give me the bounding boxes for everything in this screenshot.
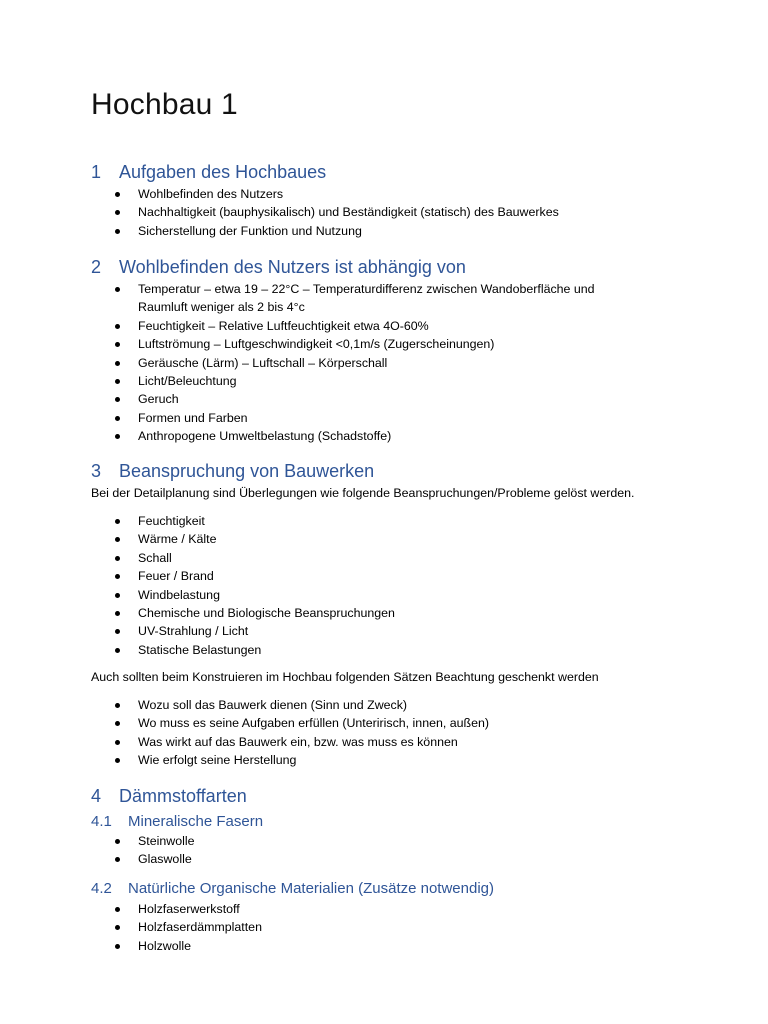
- list-item: Steinwolle: [110, 832, 670, 850]
- bullet-icon: [115, 839, 120, 844]
- section-intro-2: Auch sollten beim Konstruieren im Hochbau folgenden Sätzen Beachtung geschenkt werden: [91, 670, 599, 684]
- bullet-icon: [115, 758, 120, 763]
- bullet-list: [110, 280, 630, 446]
- bullet-icon: [115, 648, 120, 653]
- bullet-icon: [115, 192, 120, 197]
- bullet-icon: [115, 703, 120, 708]
- list-item: Luftströmung – Luftgeschwindigkeit <0,1m/s (Zugerscheinungen): [110, 335, 630, 353]
- bullet-icon: [115, 210, 120, 215]
- section-number: 3: [91, 461, 102, 481]
- section-title: Beanspruchung von Bauwerken: [119, 461, 375, 481]
- bullet-icon: [115, 342, 120, 347]
- list-item: Formen und Farben: [110, 409, 630, 427]
- list-item: Geräusche (Lärm) – Luftschall – Körperschall: [110, 354, 630, 372]
- bullet-icon: [115, 944, 120, 949]
- subsection-heading-4-1: [91, 813, 263, 830]
- subsection-number: 4.1: [91, 813, 112, 830]
- bullet-list: [110, 832, 670, 869]
- list-item: Was wirkt auf das Bauwerk ein, bzw. was muss es können: [110, 733, 670, 751]
- bullet-list: [110, 696, 670, 770]
- list-item: Holzfaserwerkstoff: [110, 900, 670, 918]
- bullet-icon: [115, 611, 120, 616]
- bullet-icon: [115, 857, 120, 862]
- section-heading-3: [91, 461, 374, 482]
- bullet-icon: [115, 574, 120, 579]
- section-number: 1: [91, 162, 102, 182]
- bullet-icon: [115, 907, 120, 912]
- list-item: Feuchtigkeit: [110, 512, 670, 530]
- list-item: Chemische und Biologische Beanspruchungen: [110, 604, 670, 622]
- bullet-icon: [115, 379, 120, 384]
- list-item: Windbelastung: [110, 586, 670, 604]
- bullet-icon: [115, 229, 120, 234]
- list-item: Wie erfolgt seine Herstellung: [110, 751, 670, 769]
- subsection-title: Natürliche Organische Materialien (Zusätze notwendig): [128, 880, 495, 897]
- list-item: Wohlbefinden des Nutzers: [110, 185, 670, 203]
- section-title: Dämmstoffarten: [119, 786, 247, 806]
- list-item: UV-Strahlung / Licht: [110, 622, 670, 640]
- section-heading-2: [91, 257, 466, 278]
- bullet-icon: [115, 740, 120, 745]
- section-title: Aufgaben des Hochbaues: [119, 162, 327, 182]
- bullet-icon: [115, 324, 120, 329]
- section-heading-4: [91, 786, 247, 807]
- list-item: Licht/Beleuchtung: [110, 372, 630, 390]
- bullet-icon: [115, 287, 120, 292]
- subsection-heading-4-2: [91, 880, 494, 897]
- section-heading-1: [91, 162, 326, 183]
- list-item: Anthropogene Umweltbelastung (Schadstoffe): [110, 427, 630, 445]
- bullet-list: [110, 512, 670, 659]
- list-item: Temperatur – etwa 19 – 22°C – Temperaturdifferenz zwischen Wandoberfläche und Raumluft weniger als 2 bis 4°c: [110, 280, 630, 317]
- bullet-icon: [115, 416, 120, 421]
- bullet-icon: [115, 721, 120, 726]
- list-item: Schall: [110, 549, 670, 567]
- bullet-icon: [115, 556, 120, 561]
- list-item: Feuer / Brand: [110, 567, 670, 585]
- list-item: Sicherstellung der Funktion und Nutzung: [110, 222, 670, 240]
- list-item: Wo muss es seine Aufgaben erfüllen (Unteririsch, innen, außen): [110, 714, 670, 732]
- list-item: Wozu soll das Bauwerk dienen (Sinn und Zweck): [110, 696, 670, 714]
- bullet-list: [110, 185, 670, 240]
- section-number: 4: [91, 786, 102, 806]
- list-item: Geruch: [110, 390, 630, 408]
- list-item: Feuchtigkeit – Relative Luftfeuchtigkeit etwa 4O-60%: [110, 317, 630, 335]
- subsection-number: 4.2: [91, 880, 112, 897]
- bullet-icon: [115, 593, 120, 598]
- section-title: Wohlbefinden des Nutzers ist abhängig von: [119, 257, 466, 277]
- list-item: Holzwolle: [110, 937, 670, 955]
- bullet-icon: [115, 629, 120, 634]
- bullet-icon: [115, 519, 120, 524]
- bullet-icon: [115, 361, 120, 366]
- bullet-icon: [115, 537, 120, 542]
- bullet-icon: [115, 397, 120, 402]
- list-item: Holzfaserdämmplatten: [110, 918, 670, 936]
- subsection-title: Mineralische Fasern: [128, 813, 264, 830]
- list-item: Nachhaltigkeit (bauphysikalisch) und Beständigkeit (statisch) des Bauwerkes: [110, 203, 670, 221]
- bullet-list: [110, 900, 670, 955]
- bullet-icon: [115, 925, 120, 930]
- list-item: Wärme / Kälte: [110, 530, 670, 548]
- section-intro: Bei der Detailplanung sind Überlegungen wie folgende Beanspruchungen/Probleme gelöst werden.: [91, 486, 635, 500]
- list-item: Glaswolle: [110, 850, 670, 868]
- document-title: Hochbau 1: [91, 88, 238, 121]
- bullet-icon: [115, 434, 120, 439]
- section-number: 2: [91, 257, 102, 277]
- list-item: Statische Belastungen: [110, 641, 670, 659]
